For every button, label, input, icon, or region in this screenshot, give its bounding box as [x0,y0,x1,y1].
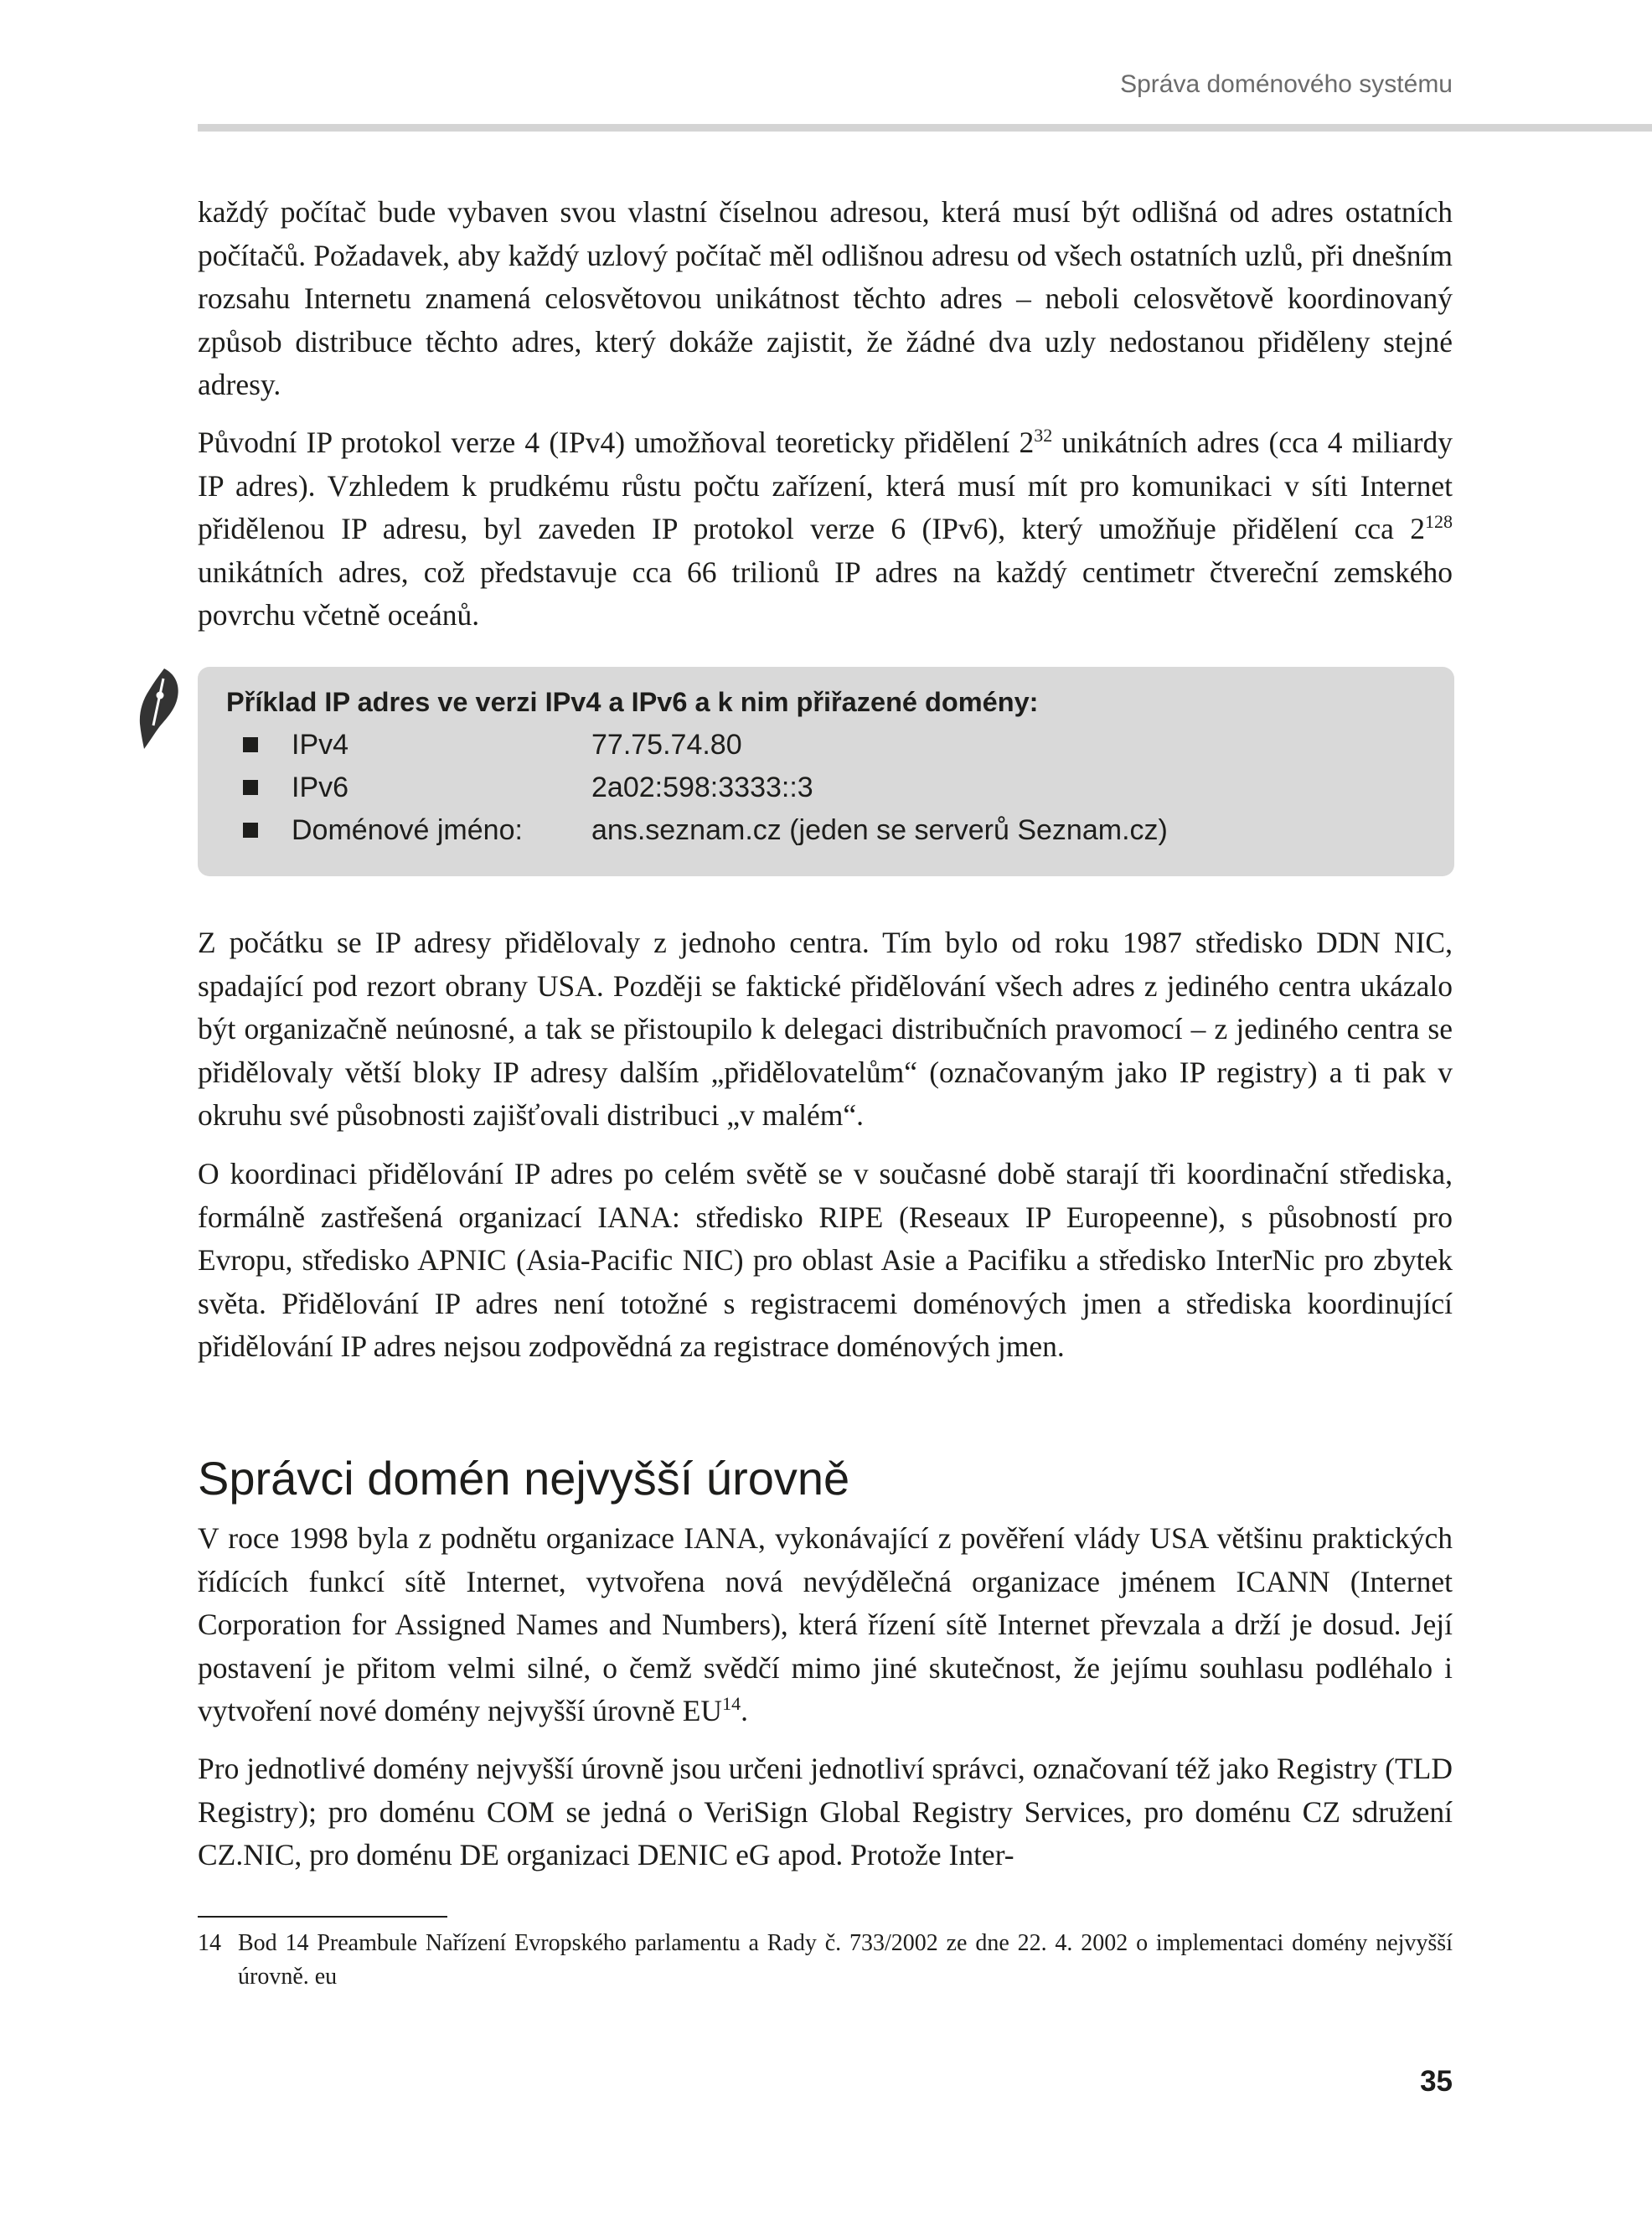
pen-nib-icon [136,667,183,751]
paragraph-text: Původní IP protokol verze 4 (IPv4) umožňoval teoreticky přidělení 2 [198,426,1035,459]
footnote-number: 14 [198,1930,221,1956]
running-head: Správa doménového systému [1120,70,1453,98]
paragraph-unique-addresses: každý počítač bude vybaven svou vlastní číselnou adresou, která musí být odlišná od adres ostatních počítačů. Požadavek, aby každý uzlový počítač měl odlišnou adresu od všech ostatních uzlů, při dnešním rozsahu Internetu znamená celosvětovou unikátnost těchto adres – neboli celosvětově koordinovaný způsob distribuce těchto adres, který dokáže zajistit, že žádné dva uzly nedostanou přiděleny stejné adresy. [198,195,1453,401]
paragraph-icann [198,1517,1453,1733]
exponent: 32 [1034,425,1053,447]
square-bullet-icon [243,780,258,795]
example-label: Doménové jméno: [292,814,523,846]
footnote-reference[interactable]: 14 [722,1693,741,1715]
paragraph-text: unikátních adres, což představuje cca 66 trilionů IP adres na každý centimetr čtvereční zemského povrchu včetně oceánů. [198,555,1453,632]
exponent: 128 [1425,511,1453,533]
page-number: 35 [1420,2065,1453,2098]
paragraph-history: Z počátku se IP adresy přidělovaly z jednoho centra. Tím bylo od roku 1987 středisko DDN NIC, spadající pod rezort obrany USA. Později se faktické přidělování všech adres z jediného centra ukázalo být organizačně neúnosné, a tak se přistoupilo k delegaci distribučních pravomocí – z jediného centra se přidělovaly větší bloky IP adresy dalším „přidělovatelům“ (označovaným jako IP registry) a ti pak v okruhu své působnosti zajišťovali distribuci „v malém“. [198,926,1453,1132]
paragraph-text: unikátních adres (cca 4 miliardy IP adres). Vzhledem k prudkému růstu počtu zařízení, která musí mít pro komunikaci v síti Internet přidělenou IP adresu, byl zaveden IP protokol verze 6 (IPv6), který umožňuje přidělení cca 2 [198,426,1453,545]
example-value: 2a02:598:3333::3 [591,772,813,803]
example-value: 77.75.74.80 [591,729,742,761]
paragraph-ipv4-ipv6 [198,421,1453,638]
section-heading: Správci domén nejvyšší úrovně [198,1452,850,1505]
paragraph-text: V roce 1998 byla z podnětu organizace IANA, vykonávající z pověření vlády USA většinu praktických řídících funkcí sítě Internet, vytvořena nová nevýdělečná organizace jménem ICANN (Internet Corporation for Assigned Names and Numbers), která řízení sítě Internet převzala a drží je dosud. Její postavení je přitom velmi silné, o čemž svědčí mimo jiné skutečnost, že jejímu souhlasu podléhalo i vytvoření nové domény nejvyšší úrovně EU [198,1521,1453,1727]
footnote-rule [198,1916,447,1918]
paragraph-tld-registry: Pro jednotlivé domény nejvyšší úrovně jsou určeni jednotliví správci, označovaní též jako Registry (TLD Registry); pro doménu COM se jedná o VeriSign Global Registry Services, pro doménu CZ sdružení CZ.NIC, pro doménu DE organizaci DENIC eG apod. Protože Inter- [198,1752,1453,1871]
footnote [198,1927,1453,1994]
paragraph-text: . [741,1694,748,1727]
square-bullet-icon [243,823,258,838]
example-value: ans.seznam.cz (jeden se serverů Seznam.cz) [591,814,1168,846]
example-label: IPv6 [292,772,349,803]
example-label: IPv4 [292,729,349,761]
header-rule [198,124,1652,132]
paragraph-coordination: O koordinaci přidělování IP adres po celém světě se v současné době starají tři koordinační střediska, formálně zastřešená organizací IANA: středisko RIPE (Reseaux IP Europeenne), s působností pro Evropu, středisko APNIC (Asia-Pacific NIC) pro oblast Asie a Pacifiku a středisko InterNic pro zbytek světa. Přidělování IP adres není totožné s registracemi doménových jmen a střediska koordinující přidělování IP adres nejsou zodpovědná za registrace doménových jmen. [198,1157,1453,1363]
example-box [198,667,1454,876]
square-bullet-icon [243,737,258,752]
footnote-text: Bod 14 Preambule Nařízení Evropského parlamentu a Rady č. 733/2002 ze dne 22. 4. 2002 o implementaci domény nejvyšší úrovně. eu [238,1930,1453,1990]
example-title: Příklad IP adres ve verzi IPv4 a IPv6 a k nim přiřazené domény: [226,687,1039,717]
